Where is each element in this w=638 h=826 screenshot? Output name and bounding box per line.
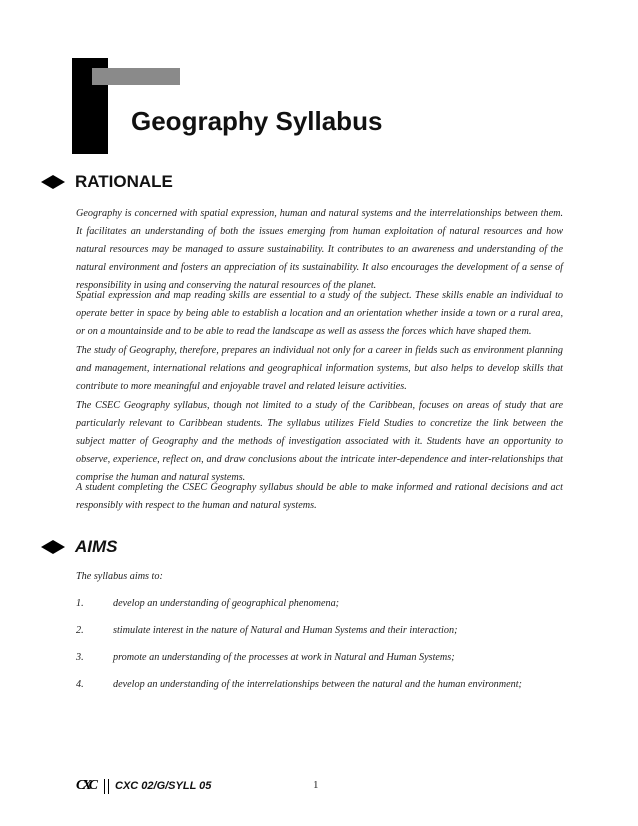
list-item: 1. develop an understanding of geographical phenomena; — [76, 598, 340, 609]
diamond-bullet-icon — [41, 540, 53, 554]
rationale-paragraph-4: The CSEC Geography syllabus, though not limited to a study of the Caribbean, focuses on areas of study that are particularly relevant to Caribbean students. The syllabus utilizes Field Studies to concretize the link between the subject matter of Geography and the methods of investigation associated with it. Students have an opportunity to observe, experience, reflect on, and draw conclusions about the intricate inter-dependence and inter-relationships that comprise the human and natural systems. — [76, 400, 563, 483]
list-item: 2. stimulate interest in the nature of Natural and Human Systems and their interaction; — [76, 625, 458, 636]
diamond-bullet-icon — [41, 175, 53, 189]
rationale-heading — [41, 172, 173, 192]
list-item: 3. promote an understanding of the processes at work in Natural and Human Systems; — [76, 652, 455, 663]
rationale-heading-text: RATIONALE — [75, 172, 173, 191]
list-item: 4. develop an understanding of the interrelationships between the natural and the human environment; — [76, 679, 522, 690]
aims-intro: The syllabus aims to: — [76, 571, 163, 582]
rationale-paragraph-2: Spatial expression and map reading skills are essential to a study of the subject. These skills enable an individual to operate better in space by being able to establish a location and an orientation whether inside a town or a rural area, or on a mountainside and to be able to read the landscape as well as assess the forces which have shaped them. — [76, 290, 563, 337]
page-number: 1 — [313, 779, 319, 791]
rationale-paragraph-5: A student completing the CSEC Geography syllabus should be able to make informed and rational decisions and act responsibly with respect to the human and natural systems. — [76, 482, 563, 511]
aims-heading-text: AIMS — [75, 537, 118, 556]
cxc-logo: CXC — [76, 778, 96, 793]
rationale-paragraph-3: The study of Geography, therefore, prepares an individual not only for a career in fields such as environment planning and management, international relations and geographical information systems, but also helps to develop skills that contribute to more meaningful and enjoyable travel and related leisure activities. — [76, 345, 563, 392]
footer — [76, 776, 211, 796]
aims-heading — [41, 537, 118, 557]
rationale-paragraph-1: Geography is concerned with spatial expression, human and natural systems and the interrelationships between them. It facilitates an understanding of both the issues emerging from human exploitation of natural resources and how natural resources may be managed to assure sustainability. It contributes to an awareness and understanding of the natural environment and fosters an appreciation of its sustainability. It also encourages the development of a sense of responsibility in using and conserving the natural resources of the planet. — [76, 208, 563, 291]
header-decoration-strip — [92, 68, 180, 85]
footer-divider — [104, 779, 109, 794]
syllabus-code: CXC 02/G/SYLL 05 — [115, 780, 212, 792]
page-title: Geography Syllabus — [131, 106, 383, 136]
